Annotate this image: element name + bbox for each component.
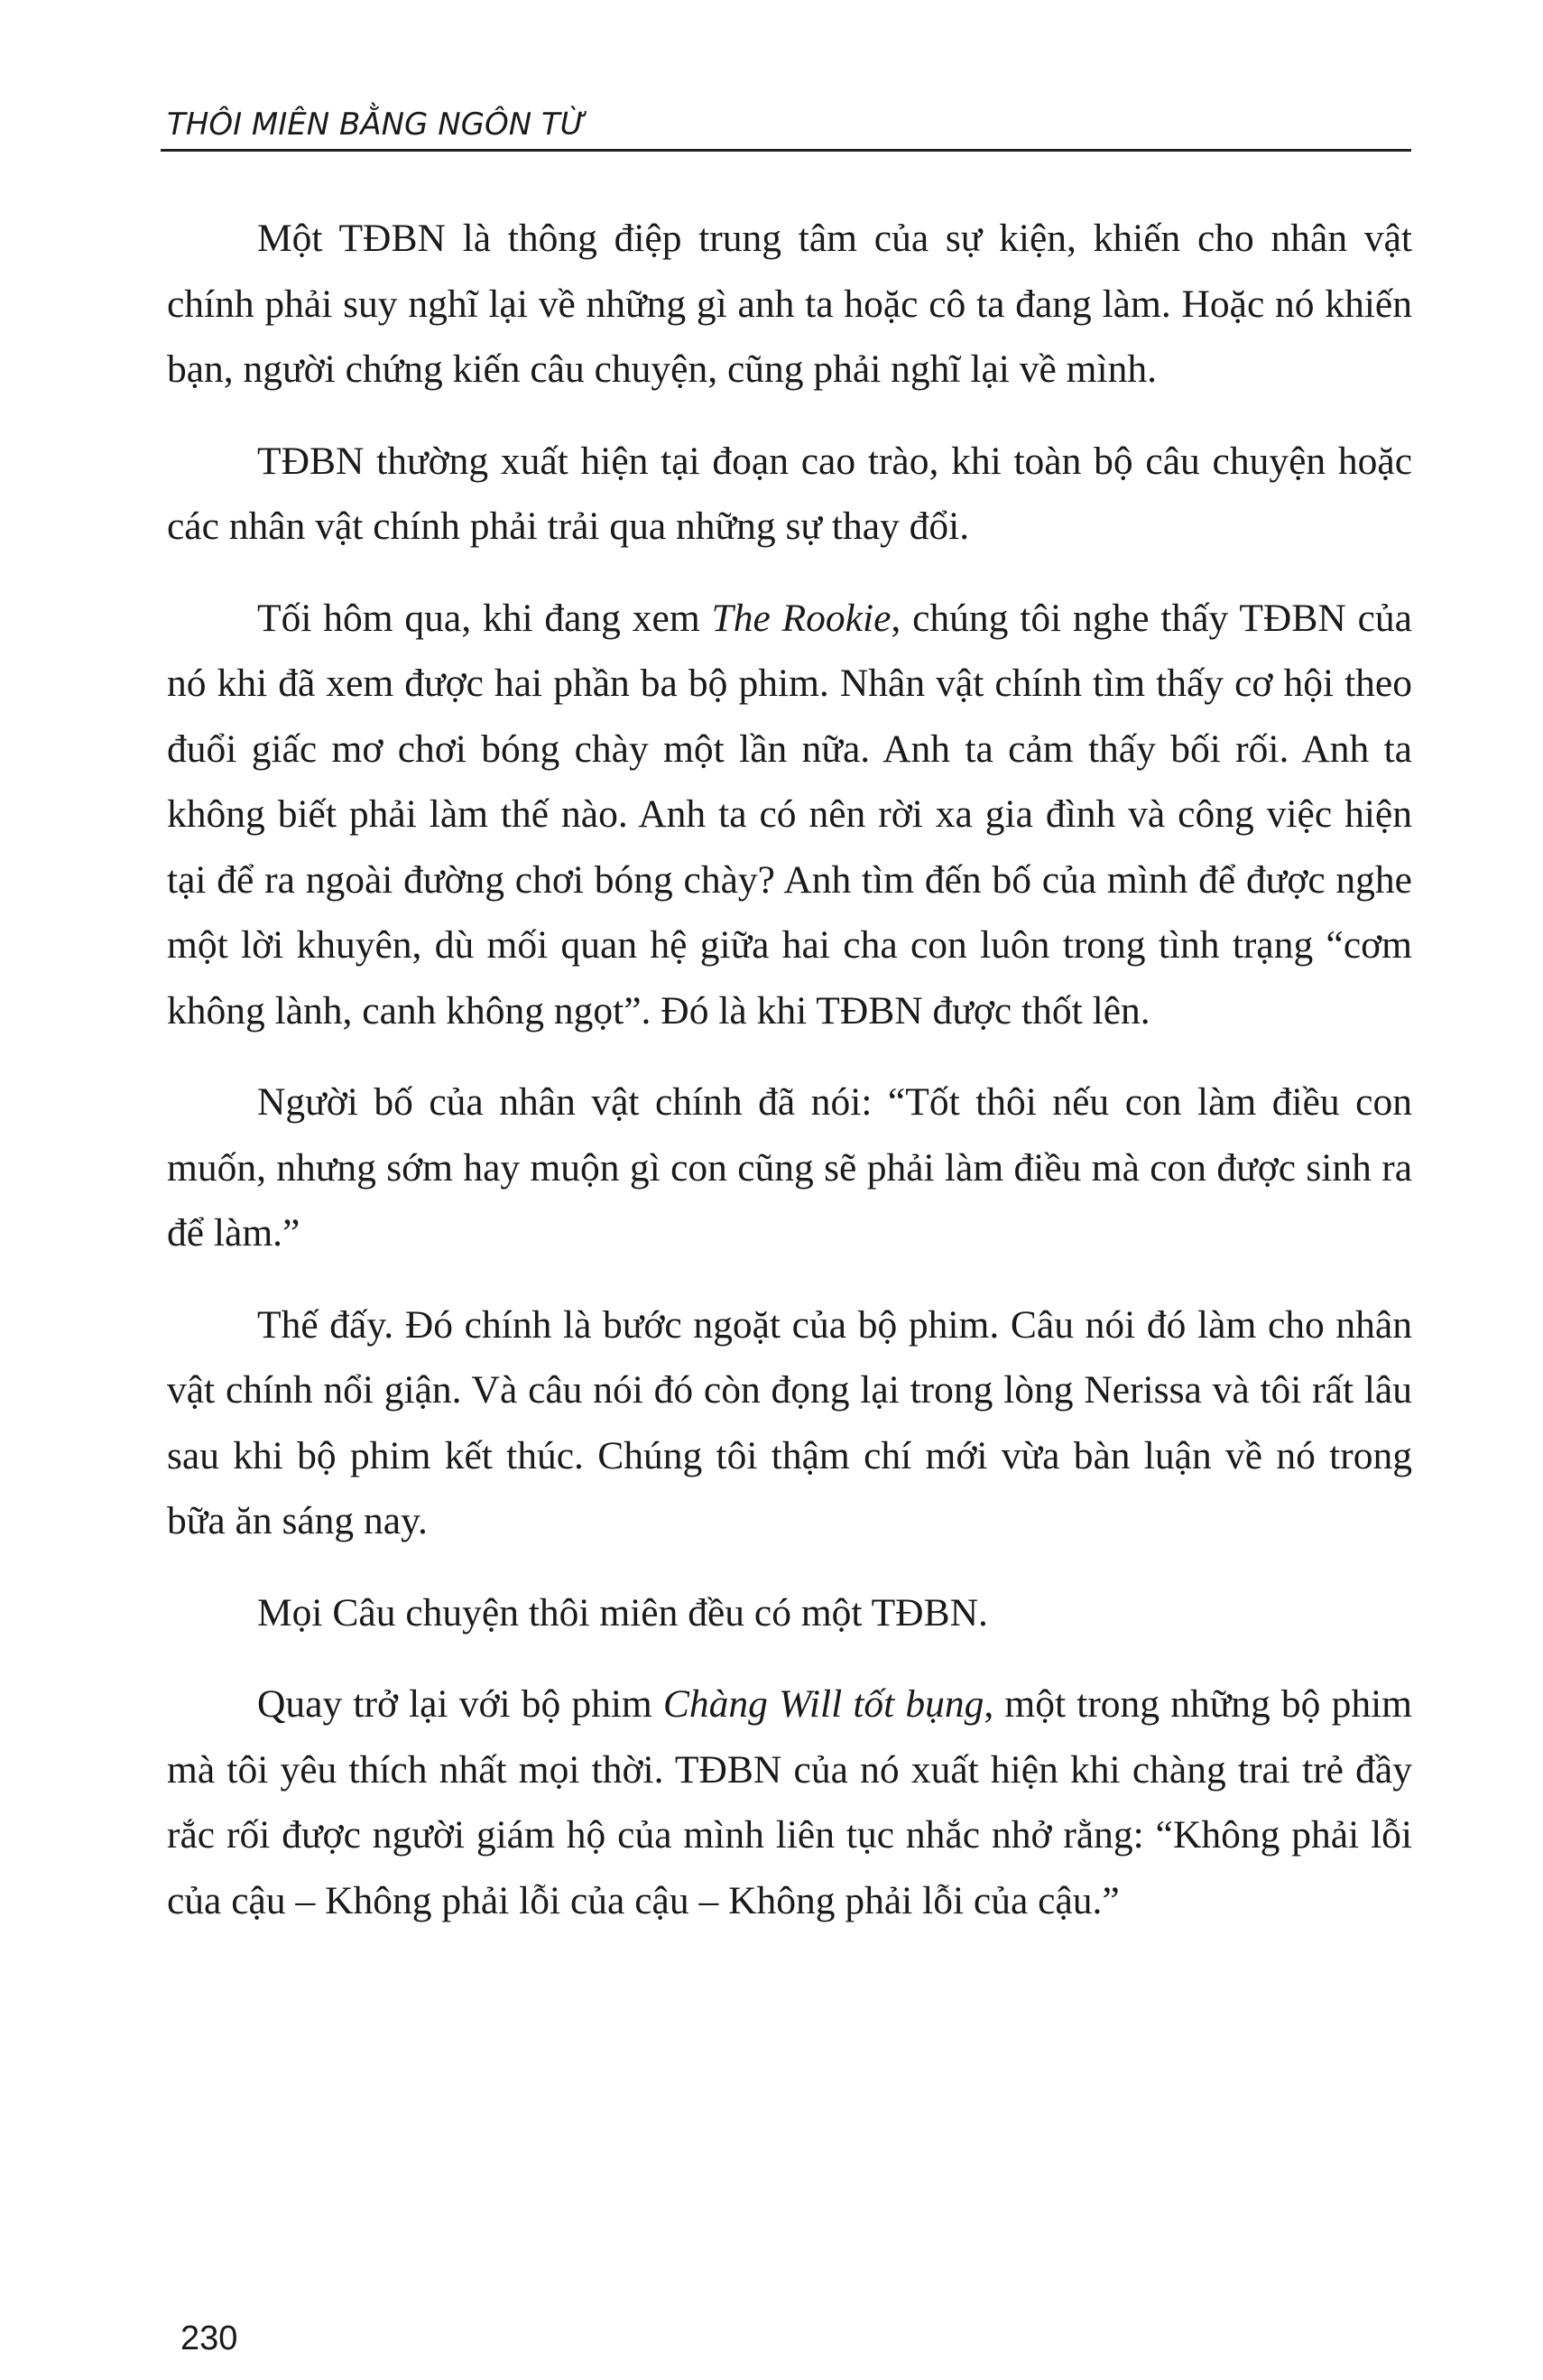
paragraph-3 xyxy=(167,586,1412,1044)
header-divider xyxy=(161,149,1411,152)
paragraph-3-text-before: Tối hôm qua, khi đang xem xyxy=(257,596,712,640)
body-text xyxy=(167,206,1412,1959)
film-title-the-rookie: The Rookie xyxy=(711,596,892,640)
paragraph-5: Thế đấy. Đó chính là bước ngoặt của bộ phim. Câu nói đó làm cho nhân vật chính nổi giận. Và câu nói đó còn đọng lại trong lòng Nerissa và tôi rất lâu sau khi bộ phim kết thúc. Chúng tôi thậm chí mới vừa bàn luận về nó trong bữa ăn sáng nay. xyxy=(167,1302,1412,1542)
paragraph-2: TĐBN thường xuất hiện tại đoạn cao trào, khi toàn bộ câu chuyện hoặc các nhân vật chính phải trải qua những sự thay đổi. xyxy=(167,439,1412,548)
paragraph-6: Mọi Câu chuyện thôi miên đều có một TĐBN. xyxy=(257,1590,988,1635)
film-title-good-will: Chàng Will tốt bụng xyxy=(662,1682,984,1726)
paragraph-7-text-before: Quay trở lại với bộ phim xyxy=(257,1682,663,1726)
page-number: 230 xyxy=(180,2320,238,2357)
paragraph-4: Người bố của nhân vật chính đã nói: “Tốt thôi nếu con làm điều con muốn, nhưng sớm hay muộn gì con cũng sẽ phải làm điều mà con được sinh ra để làm.” xyxy=(167,1080,1412,1255)
paragraph-7-text-after: , một trong những bộ phim mà tôi yêu thích nhất mọi thời. TĐBN của nó xuất hiện khi chàng trai trẻ đầy rắc rối được người giám hộ của mình liên tục nhắc nhở rằng: “Không phải lỗi của cậu – Không phải lỗi của cậu – Không phải lỗi của cậu.” xyxy=(167,1682,1412,1922)
paragraph-1: Một TĐBN là thông điệp trung tâm của sự kiện, khiến cho nhân vật chính phải suy nghĩ lại về những gì anh ta hoặc cô ta đang làm. Hoặc nó khiến bạn, người chứng kiến câu chuyện, cũng phải nghĩ lại về mình. xyxy=(167,217,1412,391)
running-header: THÔI MIÊN BẰNG NGÔN TỪ xyxy=(167,106,587,143)
paragraph-3-text-after: , chúng tôi nghe thấy TĐBN của nó khi đã xem được hai phần ba bộ phim. Nhân vật chính tìm thấy cơ hội theo đuổi giấc mơ chơi bóng chày một lần nữa. Anh ta cảm thấy bối rối. Anh ta không biết phải làm thế nào. Anh ta có nên rời xa gia đình và công việc hiện tại để ra ngoài đường chơi bóng chày? Anh tìm đến bố của mình để được nghe một lời khuyên, dù mối quan hệ giữa hai cha con luôn trong tình trạng “cơm không lành, canh không ngọt”. Đó là khi TĐBN được thốt lên. xyxy=(167,596,1412,1033)
paragraph-7 xyxy=(167,1672,1412,1933)
